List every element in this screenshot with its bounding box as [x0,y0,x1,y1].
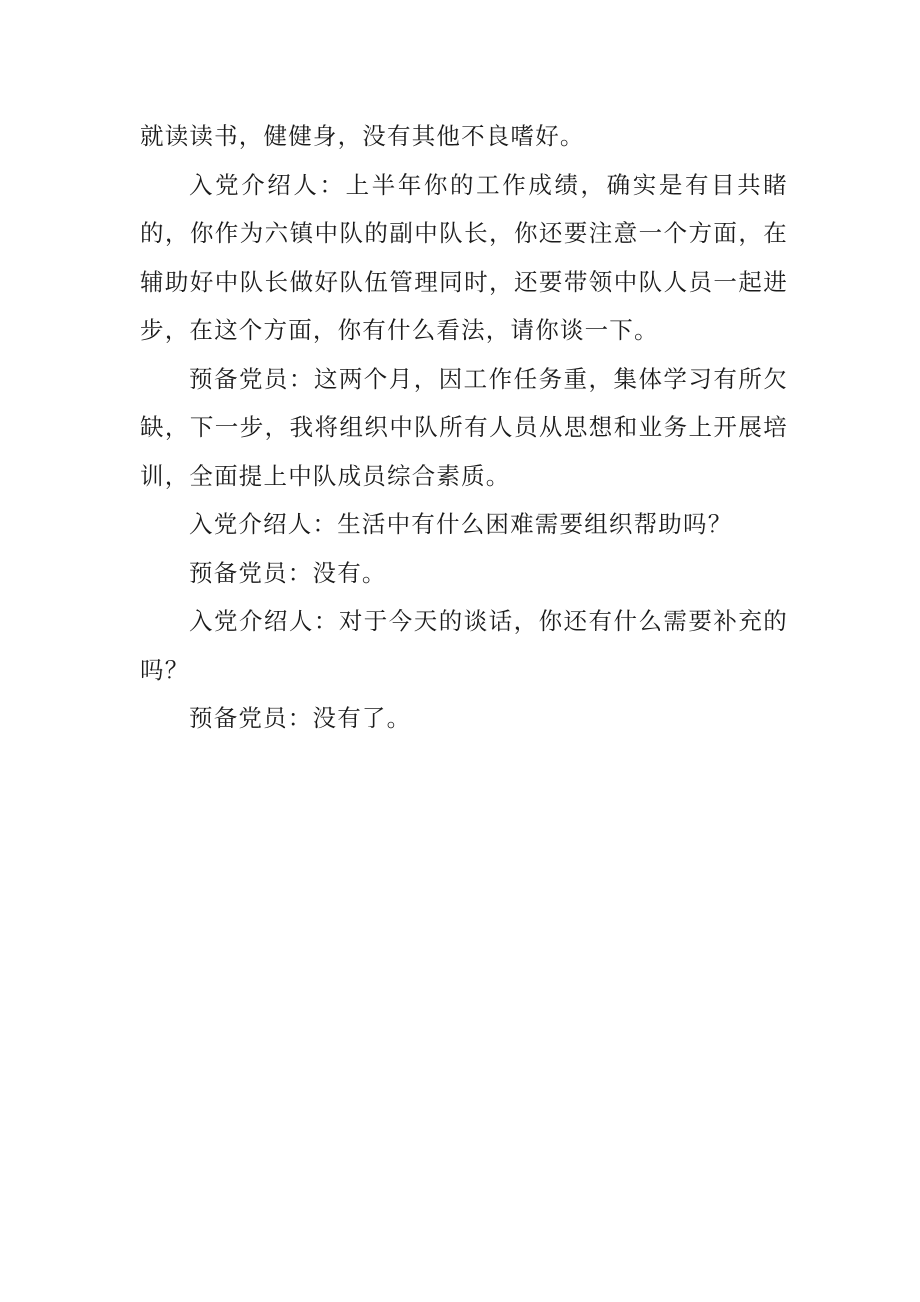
paragraph-introducer-closing: 入党介绍人：对于今天的谈话，你还有什么需要补充的吗？ [140,607,788,684]
paragraph-probationary-closing: 预备党员：没有了。 [189,704,412,732]
paragraph-introducer-question: 入党介绍人：生活中有什么困难需要组织帮助吗？ [189,510,733,538]
paragraph-introducer-remark: 入党介绍人：上半年你的工作成绩，确实是有目共睹的，你作为六镇中队的副中队长，你还要注意一个方面，在辅助好中队长做好队伍管理同时，还要带领中队人员一起进步，在这个方面，你有什么看法，请你谈一下。 [140,170,788,344]
document-body [140,112,788,743]
paragraph-probationary-answer: 预备党员：没有。 [189,558,387,587]
paragraph-continuation: 就读读书，健健身，没有其他不良嗜好。 [140,122,585,150]
paragraph-probationary-reply: 预备党员：这两个月，因工作任务重，集体学习有所欠缺，下一步，我将组织中队所有人员从思想和业务上开展培训，全面提上中队成员综合素质。 [140,364,788,490]
